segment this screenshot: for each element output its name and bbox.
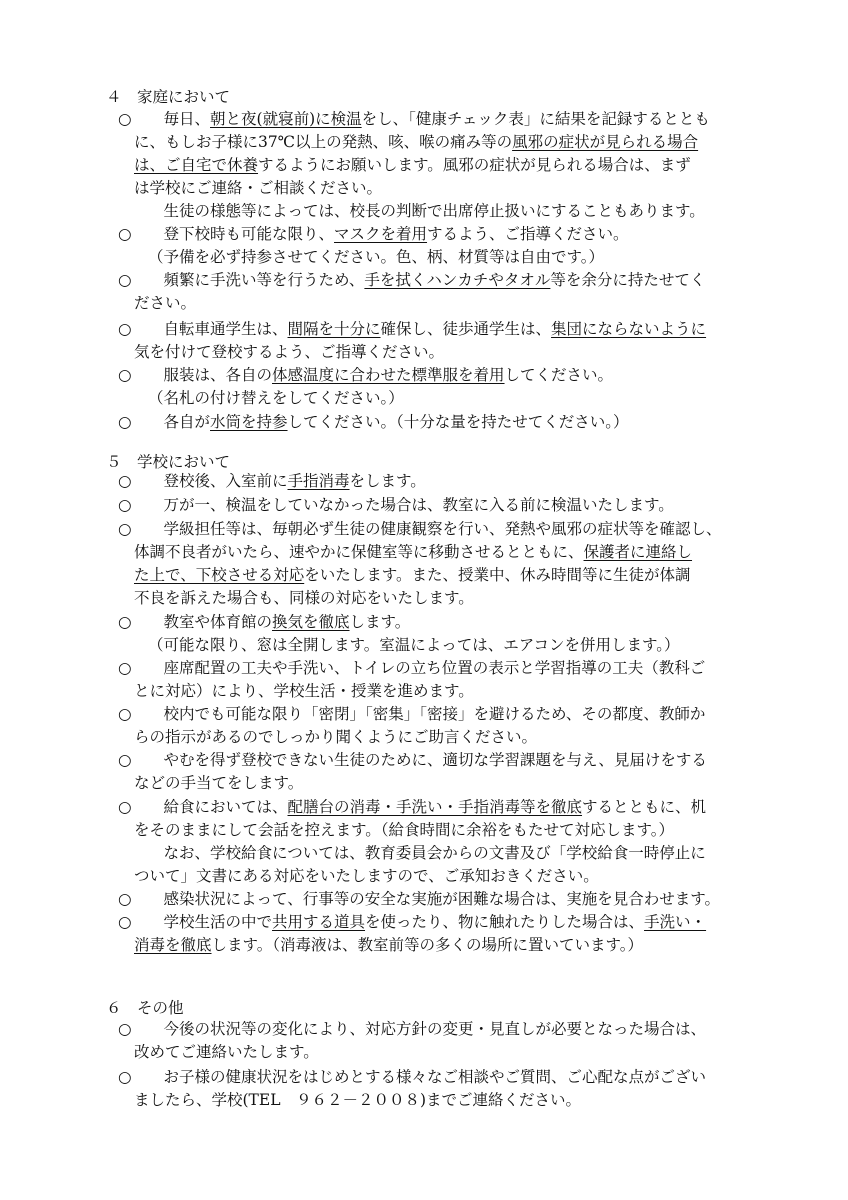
text-line	[148, 200, 705, 222]
bullet-marker: ○	[118, 472, 132, 490]
bullet-marker: ○	[118, 1020, 132, 1038]
text-segment: お子様の健康状況をはじめとする様々なご相談やご質問、ご心配な点がござい	[148, 1068, 707, 1086]
text-segment: 各自が	[148, 413, 211, 431]
bullet-marker: ○	[118, 890, 132, 908]
underlined-text: 手洗い・	[644, 913, 707, 931]
underlined-text: 消毒を徹底	[134, 936, 212, 954]
bullet-marker: ○	[118, 413, 132, 431]
text-line	[134, 865, 599, 887]
text-segment: 自転車通学生は、	[148, 320, 288, 338]
bullet-marker: ○	[118, 320, 132, 338]
text-segment: 服装は、各自の	[148, 366, 273, 384]
underlined-text: 集団にならないように	[551, 320, 707, 338]
text-line	[134, 564, 690, 586]
text-segment: 登下校時も可能な限り、	[148, 225, 335, 243]
bullet-marker: ○	[118, 913, 132, 931]
underlined-text: た上で、下校させる対応	[134, 566, 305, 584]
bullet-marker: ○	[118, 613, 132, 631]
underlined-text: マスクを着用	[334, 225, 428, 243]
bullet-marker: ○	[118, 751, 132, 769]
bullet-marker: ○	[118, 225, 132, 243]
text-segment: 頻繁に手洗い等を行うため、	[148, 271, 365, 289]
text-line	[134, 934, 643, 956]
text-segment: 生徒の様態等によっては、校長の判断で出席停止扱いにすることもあります。	[148, 202, 705, 220]
text-segment: をそのままにして会話を控えます。（給食時間に余裕をもたせて対応します。）	[134, 821, 675, 839]
underlined-text: 風邪の症状が見られる場合	[512, 133, 699, 151]
text-line	[148, 364, 613, 386]
bullet-marker: ○	[118, 705, 132, 723]
text-segment: 毎日、	[148, 110, 211, 128]
section-heading: ６ その他	[106, 999, 184, 1017]
underlined-text: 体感温度に合わせた標準服を着用	[272, 366, 505, 384]
underlined-text: 手を拭くハンカチやタオル	[364, 271, 551, 289]
text-line	[134, 1089, 581, 1111]
text-segment: をします。	[349, 472, 426, 490]
text-line	[148, 494, 674, 516]
text-line	[134, 292, 196, 314]
text-line	[148, 842, 706, 864]
text-segment: らの指示があるのでしっかり聞くようにご助言ください。	[134, 728, 538, 746]
text-line	[148, 470, 426, 492]
text-line	[134, 177, 382, 199]
underlined-text: 間隔を十分に	[287, 320, 381, 338]
text-segment: 不良を訴えた場合も、同様の対応をいたします。	[134, 589, 474, 607]
text-line	[148, 1018, 706, 1040]
text-segment: 体調不良者がいたら、速やかに保健室等に移動させるとともに、	[134, 543, 584, 561]
bullet-marker: ○	[118, 366, 132, 384]
bullet-marker: ○	[118, 110, 132, 128]
text-segment: するようにお願いします。風邪の症状が見られる場合は、まず	[258, 156, 691, 174]
text-segment: （可能な限り、窓は全開します。室温によっては、エアコンを併用します。）	[148, 636, 680, 654]
text-line	[134, 726, 537, 748]
text-segment: は学校にご連絡・ご相談ください。	[134, 179, 383, 197]
underlined-text: 水筒を持参	[210, 413, 288, 431]
text-line	[148, 411, 629, 433]
text-line	[148, 911, 706, 933]
text-line	[134, 341, 444, 363]
text-segment: 確保し、徒歩通学生は、	[380, 320, 552, 338]
bullet-marker: ○	[118, 659, 132, 677]
text-line	[134, 587, 474, 609]
underlined-text: 朝と夜(就寝前)に検温	[210, 110, 362, 128]
text-segment: します。	[349, 613, 411, 631]
text-segment: 等を余分に持たせてく	[550, 271, 706, 289]
text-segment: をいたします。また、授業中、休み時間等に生徒が体調	[304, 566, 691, 584]
text-segment: ついて」文書にある対応をいたしますので、ご承知おきください。	[134, 867, 599, 885]
bullet-marker: ○	[118, 496, 132, 514]
text-segment: するとともに、机	[582, 798, 707, 816]
text-segment: をし、「健康チェック表」に結果を記録するととも	[361, 110, 710, 128]
text-line	[148, 749, 707, 771]
text-line	[148, 888, 720, 910]
text-segment: なお、学校給食については、教育委員会からの文書及び「学校給食一時停止に	[148, 844, 706, 862]
underlined-text: 換気を徹底	[272, 613, 350, 631]
text-segment: やむを得ず登校できない生徒のために、適切な学習課題を与え、見届けをする	[148, 751, 707, 769]
text-segment: 給食においては、	[148, 798, 288, 816]
text-line	[148, 518, 722, 540]
text-line	[148, 387, 404, 409]
text-segment: とに対応）により、学校生活・授業を進めます。	[134, 682, 474, 700]
text-segment: ださい。	[134, 294, 197, 312]
text-line	[134, 154, 691, 176]
underlined-text: は、ご自宅で休養	[134, 156, 259, 174]
bullet-marker: ○	[118, 798, 132, 816]
text-line	[134, 1041, 319, 1063]
text-segment: などの手当てをします。	[134, 774, 304, 792]
text-segment: 登校後、入室前に	[148, 472, 288, 490]
text-line	[148, 657, 705, 679]
bullet-marker: ○	[118, 271, 132, 289]
section-heading: ４ 家庭において	[106, 88, 231, 106]
text-segment: （予備を必ず持参させてください。色、柄、材質等は自由です。）	[148, 248, 605, 266]
text-segment: （名札の付け替えをしてください。）	[148, 389, 404, 407]
text-segment: 改めてご連絡いたします。	[134, 1043, 319, 1061]
text-line	[134, 819, 674, 841]
text-segment: 座席配置の工夫や手洗い、トイレの立ち位置の表示と学習指導の工夫（教科ご	[148, 659, 706, 677]
text-segment: してください。	[504, 366, 614, 384]
text-line	[148, 269, 705, 291]
text-line	[148, 1066, 706, 1088]
text-line	[134, 541, 692, 563]
text-line	[148, 223, 629, 245]
text-line	[148, 318, 706, 340]
text-segment: 学校生活の中で	[148, 913, 273, 931]
text-segment: 気を付けて登校するよう、ご指導ください。	[134, 343, 445, 361]
text-line	[134, 680, 474, 702]
text-segment: します。（消毒液は、教室前等の多くの場所に置いています。）	[211, 936, 644, 954]
text-line	[148, 611, 410, 633]
text-segment: 万が一、検温をしていなかった場合は、教室に入る前に検温いたします。	[148, 496, 674, 514]
text-segment: してください。（十分な量を持たせてください。）	[287, 413, 629, 431]
text-line	[148, 796, 706, 818]
text-line	[148, 634, 680, 656]
text-segment: 教室や体育館の	[148, 613, 273, 631]
text-line	[148, 108, 710, 130]
text-line	[134, 131, 698, 153]
text-segment: 学級担任等は、毎朝必ず生徒の健康観察を行い、発熱や風邪の症状等を確認し、	[148, 520, 722, 538]
text-segment: に、もしお子様に37℃以上の発熱、咳、喉の痛み等の	[134, 133, 513, 151]
underlined-text: 保護者に連絡し	[583, 543, 693, 561]
text-line	[134, 772, 303, 794]
underlined-text: 共用する道具	[272, 913, 366, 931]
text-segment: するよう、ご指導ください。	[427, 225, 629, 243]
bullet-marker: ○	[118, 520, 132, 538]
section-heading: ５ 学校において	[106, 453, 231, 471]
underlined-text: 配膳台の消毒・手洗い・手指消毒等を徹底	[287, 798, 583, 816]
text-segment: 今後の状況等の変化により、対応方針の変更・見直しが必要となった場合は、	[148, 1020, 707, 1038]
text-segment: ましたら、学校(TEL ９６２－２００８)までご連絡ください。	[134, 1091, 582, 1109]
text-line	[148, 246, 604, 268]
text-segment: 校内でも可能な限り「密閉」「密集」「密接」を避けるため、その都度、教師か	[148, 705, 706, 723]
text-segment: を使ったり、物に触れたりした場合は、	[365, 913, 645, 931]
underlined-text: 手指消毒	[287, 472, 350, 490]
text-line	[148, 703, 705, 725]
bullet-marker: ○	[118, 1068, 132, 1086]
text-segment: 感染状況によって、行事等の安全な実施が困難な場合は、実施を見合わせます。	[148, 890, 720, 908]
